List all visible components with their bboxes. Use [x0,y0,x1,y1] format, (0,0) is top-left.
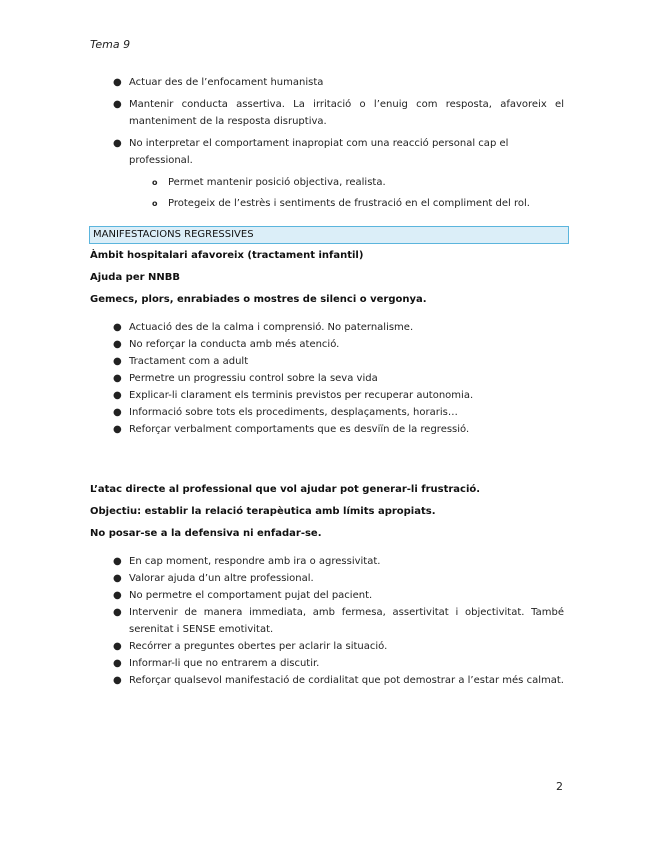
bullet-icon: ● [113,607,122,618]
sub-list-item [152,174,558,191]
list-item-text: Tractament com a adult [129,356,249,367]
list-item-text: En cap moment, respondre amb ira o agressivitat. [129,556,381,567]
sub-list-item-text: Permet mantenir posició objectiva, realista. [168,177,386,188]
list-item-text: Valorar ajuda d’un altre professional. [129,573,314,584]
bullet-icon: ● [113,407,122,418]
list-item-text: Intervenir de manera immediata, amb fermesa, assertivitat i objectivitat. També serenitat i SENSE emotivitat. [129,607,564,635]
list-item-text: Reforçar verbalment comportaments que es desviïn de la regressió. [129,424,470,435]
list-item [113,319,564,336]
regressive-bullet-list [0,319,564,438]
bullet-icon: ● [113,390,122,401]
sub-list-item-text: Protegeix de l’estrès i sentiments de frustració en el compliment del rol. [168,198,530,209]
list-item [113,404,564,421]
list-item [113,655,564,672]
bullet-icon: ● [113,356,122,367]
list-item [113,96,564,130]
bullet-icon: ● [113,424,122,435]
bullet-icon: ● [113,675,122,686]
bullet-icon: ● [113,339,122,350]
circle-bullet-icon: o [152,199,158,208]
list-item [113,553,564,570]
bullet-icon: ● [113,573,122,584]
bullet-icon: ● [113,658,122,669]
list-item-text: Mantenir conducta assertiva. La irritació o l’enuig com resposta, afavoreix el manteniment de la resposta disruptiva. [129,99,564,127]
attack-line-1: L’atac directe al professional que vol ajudar pot generar-li frustració. [90,484,481,495]
list-item-text: Actuar des de l’enfocament humanista [129,77,324,88]
bullet-icon: ● [113,322,122,333]
list-item-text: Permetre un progressiu control sobre la seva vida [129,373,378,384]
list-item [113,387,564,404]
list-item [113,370,564,387]
list-item [113,672,564,689]
list-item [113,570,564,587]
list-item-text: No reforçar la conducta amb més atenció. [129,339,340,350]
list-item [113,421,564,438]
list-item-text: Explicar-li clarament els terminis previstos per recuperar autonomia. [129,390,474,401]
bullet-icon: ● [113,99,122,110]
sub-list-item [152,195,558,212]
bullet-icon: ● [113,590,122,601]
list-item-text: Informació sobre tots els procediments, desplaçaments, horaris… [129,407,458,418]
attack-line-2: Objectiu: establir la relació terapèutica amb límits apropiats. [90,506,436,517]
list-item [113,604,564,638]
list-item [113,135,564,169]
regressive-line-3: Gemecs, plors, enrabiades o mostres de silenci o vergonya. [90,294,427,305]
list-item-text: No interpretar el comportament inapropiat com una reacció personal cap el professional. [129,138,509,166]
bullet-icon: ● [113,77,122,88]
top-bullet-list [0,74,564,212]
bullet-icon: ● [113,138,122,149]
bullet-icon: ● [113,556,122,567]
attack-bullet-list [0,553,564,689]
list-item [113,336,564,353]
attack-line-3: No posar-se a la defensiva ni enfadar-se. [90,528,322,539]
section-header: MANIFESTACIONS REGRESSIVES [89,226,569,244]
bullet-icon: ● [113,373,122,384]
list-item [113,74,564,91]
page-number: 2 [556,780,563,793]
list-item [113,587,564,604]
list-item-text: No permetre el comportament pujat del pacient. [129,590,373,601]
list-item-text: Recórrer a preguntes obertes per aclarir la situació. [129,641,388,652]
list-item [113,353,564,370]
list-item-text: Reforçar qualsevol manifestació de cordialitat que pot demostrar a l’estar més calmat. [129,675,564,686]
list-item [113,638,564,655]
bullet-icon: ● [113,641,122,652]
list-item-text: Informar-li que no entrarem a discutir. [129,658,320,669]
page-header: Tema 9 [90,38,131,51]
regressive-line-1: Àmbit hospitalari afavoreix (tractament infantil) [90,250,364,261]
list-item-text: Actuació des de la calma i comprensió. No paternalisme. [129,322,414,333]
circle-bullet-icon: o [152,178,158,187]
regressive-line-2: Ajuda per NNBB [90,272,181,283]
